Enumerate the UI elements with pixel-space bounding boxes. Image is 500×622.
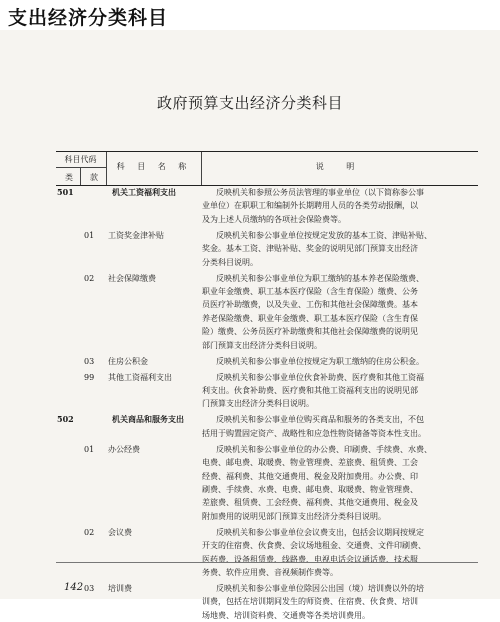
description-line: 经费、福利费、其他交通费用、税金及附加费用。办公费、印: [202, 471, 418, 481]
description-line: 训费，包括在培训期间发生的师资费、住宿费、伙食费、培训: [202, 597, 418, 607]
banner-title: 支出经济分类科目: [8, 7, 169, 29]
description-line: 反映机关和参公事业单位会议费支出，包括会议期间按规定: [216, 527, 424, 537]
classification-table: [56, 151, 478, 186]
row-description: [202, 371, 478, 411]
description-line: 部门预算支出经济分类科目说明。: [202, 340, 322, 350]
description-line: 医药费、设备租赁费、线路费、电视电话会议通话费、技术服: [202, 554, 418, 564]
description-line: 开支的住宿费、伙食费、会议场地租金、交通费、文件印刷费、: [202, 541, 426, 551]
description-line: 附加费用的说明见部门预算支出经济分类科目说明。: [202, 511, 386, 521]
description-line: 括用于购置固定资产、战略性和应急性物资储备等资本性支出。: [202, 428, 426, 438]
row-item-code: 03: [84, 356, 95, 366]
document-title: 政府预算支出经济分类科目: [156, 94, 343, 112]
row-item-name: 培训费: [108, 584, 132, 593]
row-description: [202, 526, 478, 580]
description-line: 场地费、培训资料费、交通费等各类培训费用。: [202, 610, 370, 620]
table-row: [56, 371, 478, 411]
row-item-name: 会议费: [108, 527, 132, 537]
description-line: 反映机关和参公事业单位除因公出国（境）培训费以外的培: [216, 584, 424, 593]
header-name: 科 目 名 称: [116, 162, 192, 171]
description-line: 反映机关和参公事业单位的办公费、印刷费、手续费、水费、: [216, 444, 432, 454]
table-row: [56, 582, 478, 622]
row-description: [202, 272, 478, 352]
description-line: 刷费、手续费、水费、电费、邮电费、取暖费、物业管理费、: [202, 485, 418, 495]
row-item-code: 02: [84, 527, 95, 537]
description-line: 利支出。伙食补助费、医疗费和其他工资福利支出的说明见部: [202, 386, 418, 395]
row-class-code: 502: [57, 414, 74, 425]
description-line: 务费、软件应用费、音视频制作费等。: [202, 568, 338, 578]
description-line: 反映机关和参公事业单位为职工缴纳的基本养老保险缴费、: [216, 273, 424, 283]
row-description: [202, 186, 478, 226]
description-line: 反映机关和参公事业单位按规定为职工缴纳的住房公积金。: [216, 356, 424, 366]
header-divider: [201, 152, 202, 185]
row-item-name: 工资奖金津补贴: [108, 230, 164, 240]
description-line: 差旅费、租赁费、工会经费、福利费、其他交通费用、税金及: [202, 498, 418, 508]
row-class-code: 501: [57, 187, 74, 197]
header-desc: 说 明: [315, 162, 365, 171]
description-line: 业单位）在职职工和编制外长期聘用人员的各类劳动报酬，以: [202, 201, 418, 211]
row-item-name: 社会保障缴费: [108, 273, 156, 283]
description-line: 反映机关和参照公务员法管理的事业单位（以下简称参公事: [216, 188, 424, 197]
row-description: [202, 443, 478, 523]
page-number: 142: [64, 582, 84, 593]
row-item-name: 机关商品和服务支出: [112, 414, 184, 425]
header-divider: [106, 152, 107, 185]
description-line: 养老保险缴费、职业年金缴费、职工基本医疗保险（含生育保: [202, 313, 418, 323]
row-item-name: 住房公积金: [108, 356, 148, 366]
row-item-code: 01: [84, 230, 95, 240]
row-description: [202, 229, 478, 269]
row-item-code: 99: [84, 372, 95, 382]
description-line: 电费、邮电费、取暖费、物业管理费、差旅费、租赁费、工会: [202, 458, 418, 468]
description-line: 反映机关和参公事业单位按规定发放的基本工资、津贴补贴、: [216, 230, 432, 240]
row-description: [202, 582, 478, 622]
table-row: [56, 526, 478, 580]
row-item-code: 01: [84, 444, 95, 454]
row-item-name: 其他工资福利支出: [108, 372, 172, 382]
top-banner: [0, 0, 500, 30]
header-item: 款: [90, 173, 98, 182]
table-row: [56, 443, 478, 523]
description-line: 及为上述人员缴纳的各项社会保险费等。: [202, 214, 346, 224]
row-description: [202, 355, 478, 368]
description-line: 员医疗补助缴费，以及失业、工伤和其他社会保障缴费。基本: [202, 300, 418, 310]
description-line: 反映机关和参公事业单位伙食补助费、医疗费和其他工资福: [216, 372, 424, 382]
table-bottom-rule: [56, 562, 478, 563]
table-row: [56, 413, 478, 440]
header-class: 类: [65, 173, 73, 182]
table-row: [56, 229, 478, 269]
header-divider: [80, 167, 81, 185]
description-line: 门预算支出经济分类科目说明。: [202, 399, 314, 409]
table-row: [56, 355, 478, 368]
table-row: [56, 272, 478, 352]
row-description: [202, 413, 478, 440]
description-line: 分类科目说明。: [202, 257, 258, 267]
description-line: 奖金。基本工资、津贴补贴、奖金的说明见部门预算支出经济: [202, 244, 418, 254]
table-row: [56, 186, 478, 226]
row-item-name: 办公经费: [108, 444, 140, 454]
description-line: 职业年金缴费、职工基本医疗保险（含生育保险）缴费、公务: [202, 287, 418, 296]
row-item-code: 03: [84, 584, 95, 593]
description-line: 反映机关和参公事业单位购买商品和服务的各类支出，不包: [216, 415, 424, 425]
description-line: 险）缴费、公务员医疗补助缴费和其他社会保障缴费的说明见: [202, 327, 418, 337]
row-item-code: 02: [84, 273, 95, 283]
table-header: [56, 152, 478, 186]
row-item-name: 机关工资福利支出: [112, 187, 176, 197]
header-code: 科目代码: [64, 155, 97, 164]
header-code-divider: [56, 167, 106, 168]
